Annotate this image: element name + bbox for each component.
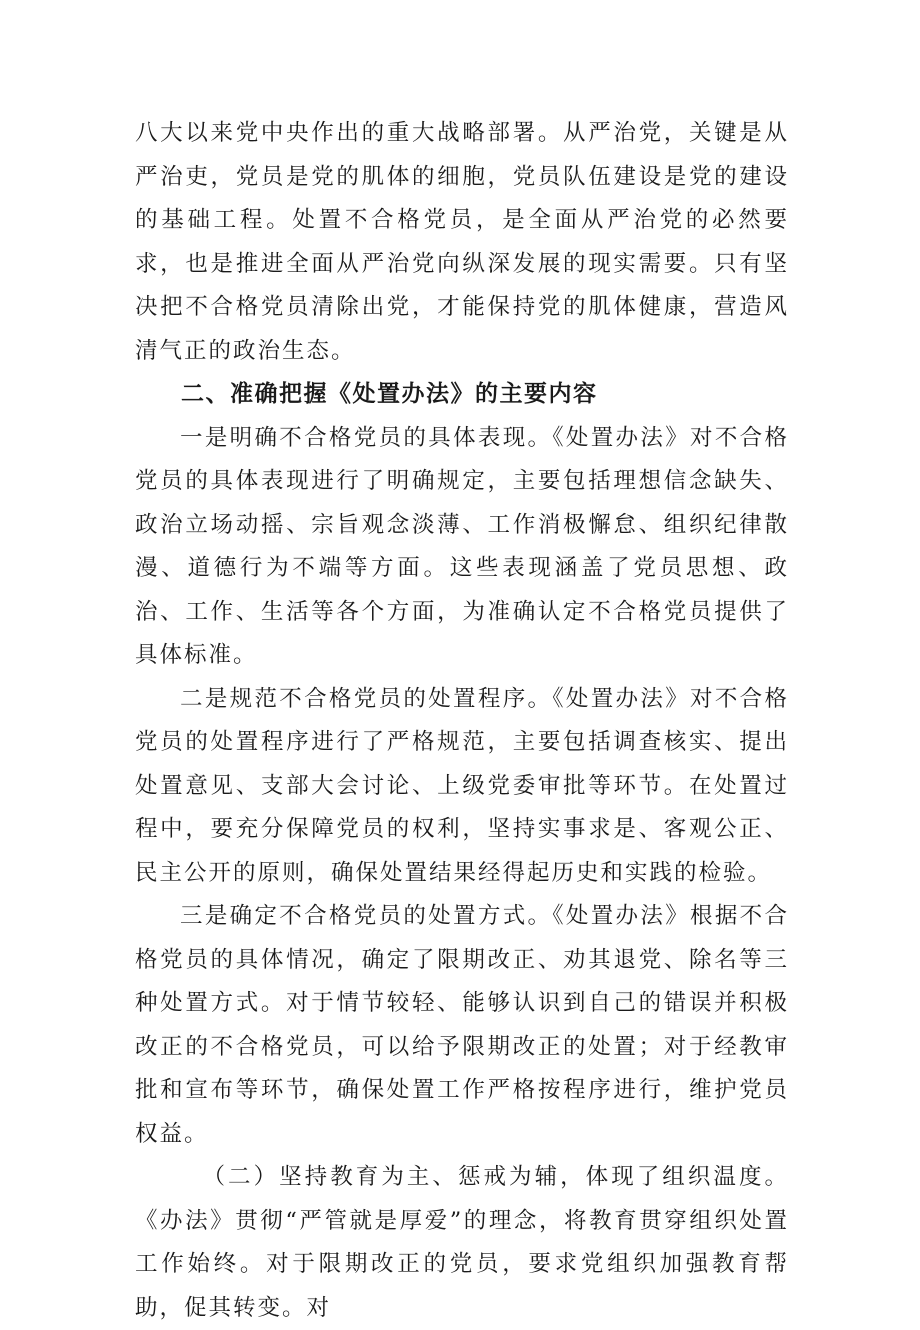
paragraph-subsection-two: （二）坚持教育为主、惩戒为辅，体现了组织温度。《办法》贯彻“严管就是厚爱”的理念，将教育贯穿组织处置工作始终。对于限期改正的党员，要求党组织加强教育帮助，促其转变。对	[135, 1164, 789, 1321]
paragraph-point-two: 二是规范不合格党员的处置程序。《处置办法》对不合格党员的处置程序进行了严格规范，主要包括调查核实、提出处置意见、支部大会讨论、上级党委审批等环节。在处置过程中，要充分保障党员的权利，坚持实事求是、客观公正、民主公开的原则，确保处置结果经得起历史和实践的检验。	[135, 685, 789, 886]
paragraph-point-one: 一是明确不合格党员的具体表现。《处置办法》对不合格党员的具体表现进行了明确规定，主要包括理想信念缺失、政治立场动摇、宗旨观念淡薄、工作消极懈怠、组织纪律散漫、道德行为不端等方面。这些表现涵盖了党员思想、政治、工作、生活等各个方面，为准确认定不合格党员提供了具体标准。	[135, 424, 789, 668]
paragraph-continuation: 八大以来党中央作出的重大战略部署。从严治党，关键是从严治吏，党员是党的肌体的细胞，党员队伍建设是党的建设的基础工程。处置不合格党员，是全面从严治党的必然要求，也是推进全面从严治党向纵深发展的现实需要。只有坚决把不合格党员清除出党，才能保持党的肌体健康，营造风清气正的政治生态。	[135, 120, 789, 364]
section-heading: 二、准确把握《处置办法》的主要内容	[181, 381, 598, 407]
document-body	[135, 112, 789, 1330]
paragraph-point-three: 三是确定不合格党员的处置方式。《处置办法》根据不合格党员的具体情况，确定了限期改正、劝其退党、除名等三种处置方式。对于情节较轻、能够认识到自己的错误并积极改正的不合格党员，可以给予限期改正的处置；对于经教审批和宣布等环节，确保处置工作严格按程序进行，维护党员权益。	[135, 903, 789, 1147]
